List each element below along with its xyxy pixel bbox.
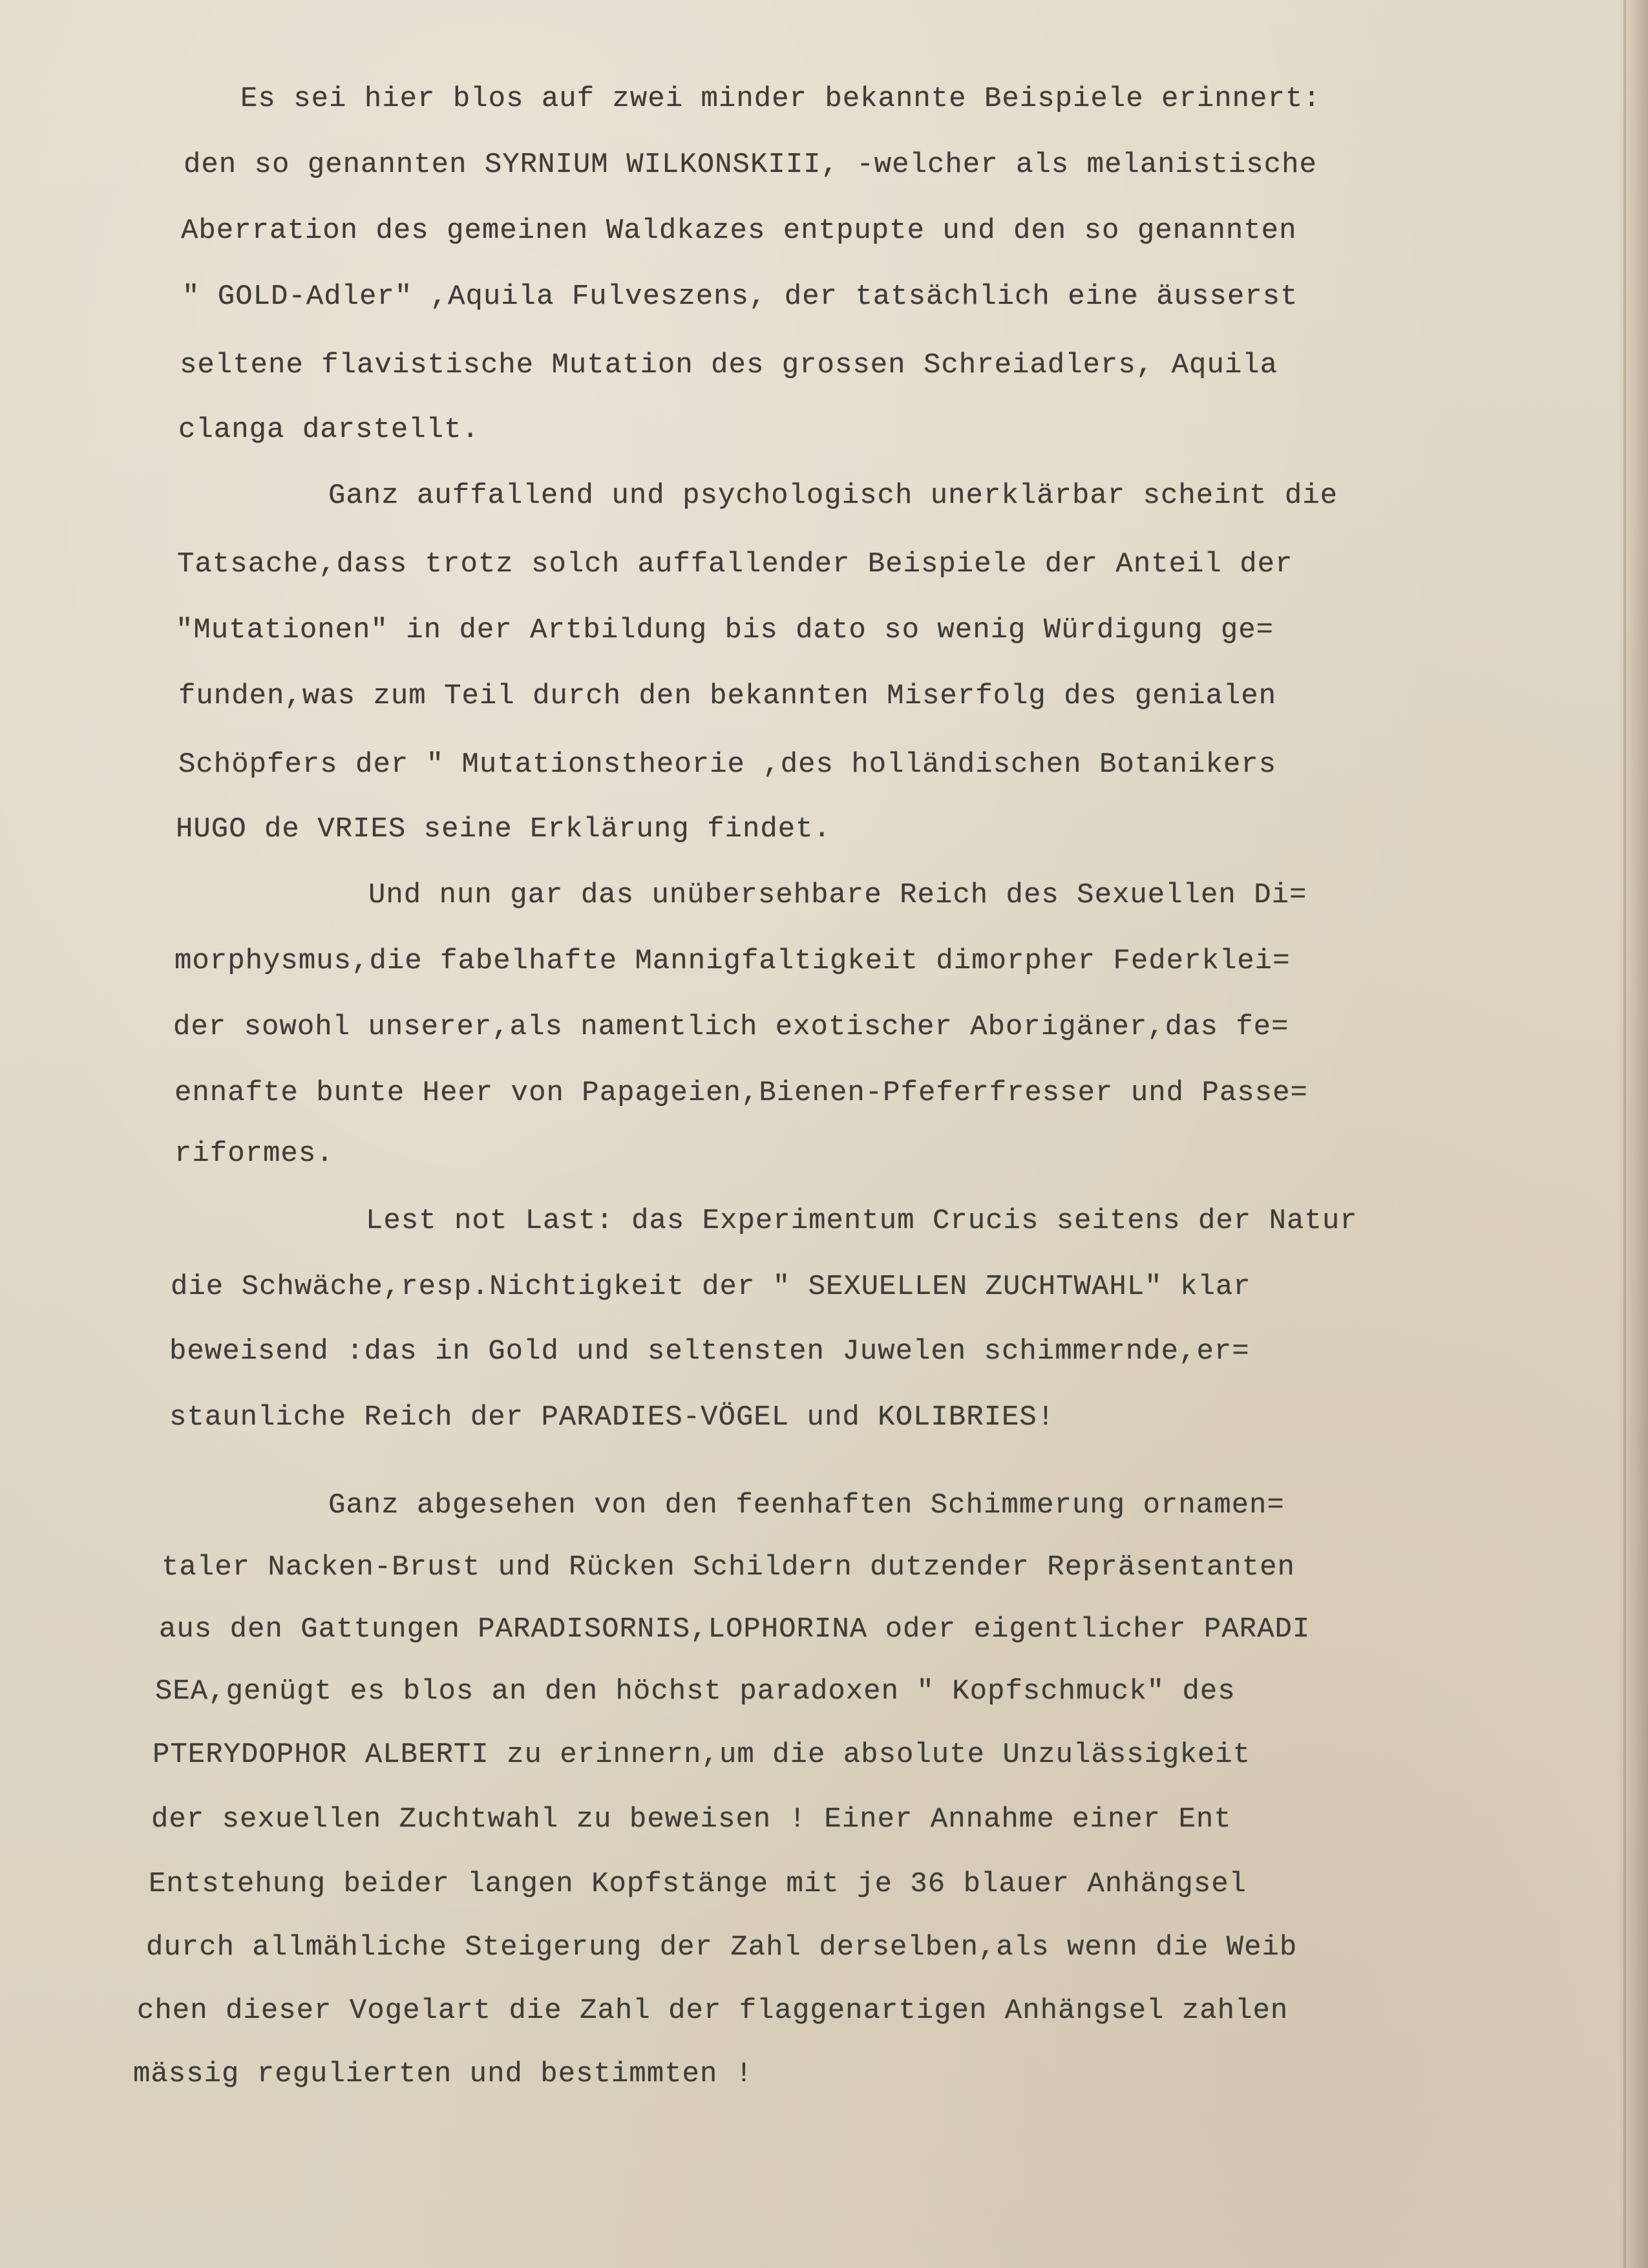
text-line: staunliche Reich der PARADIES-VÖGEL und KOLIBRIES! <box>169 1401 1055 1434</box>
text-line: "Mutationen" in der Artbildung bis dato so wenig Würdigung ge= <box>176 614 1274 646</box>
text-line: morphysmus,die fabelhafte Mannigfaltigkeit dimorpher Federklei= <box>174 945 1291 977</box>
text-line: Schöpfers der " Mutationstheorie ,des holländischen Botanikers <box>178 748 1277 781</box>
text-line: den so genannten SYRNIUM WILKONSKIII, -welcher als melanistische <box>184 149 1317 181</box>
page-edge-line <box>1623 0 1626 2268</box>
text-line: Lest not Last: das Experimentum Crucis seitens der Natur <box>366 1205 1358 1237</box>
text-line: mässig regulierten und bestimmten ! <box>133 2058 754 2090</box>
text-line: Entstehung beider langen Kopfstänge mit je 36 blauer Anhängsel <box>149 1868 1247 1900</box>
text-line: ennafte bunte Heer von Papageien,Bienen-Pfeferfresser und Passe= <box>174 1077 1308 1109</box>
text-line: die Schwäche,resp.Nichtigkeit der " SEXUELLEN ZUCHTWAHL" klar <box>171 1271 1251 1303</box>
text-line: SEA,genügt es blos an den höchst paradoxen " Kopfschmuck" des <box>155 1675 1236 1708</box>
text-line: chen dieser Vogelart die Zahl der flaggenartigen Anhängsel zahlen <box>137 1995 1289 2027</box>
text-line: " GOLD-Adler" ,Aquila Fulveszens, der tatsächlich eine äusserst <box>182 281 1298 313</box>
text-line: Und nun gar das unübersehbare Reich des Sexuellen Di= <box>368 879 1307 911</box>
text-line: Ganz abgesehen von den feenhaften Schimmerung ornamen= <box>328 1489 1285 1521</box>
text-line: funden,was zum Teil durch den bekannten Miserfolg des genialen <box>178 680 1277 712</box>
text-line: der sowohl unserer,als namentlich exotischer Aborigäner,das fe= <box>173 1011 1289 1043</box>
page-edge-shadow <box>1617 0 1648 2268</box>
text-line: Aberration des gemeinen Waldkazes entpupte und den so genannten <box>181 215 1297 247</box>
text-line: der sexuellen Zuchtwahl zu beweisen ! Einer Annahme einer Ent <box>151 1803 1232 1836</box>
text-line: aus den Gattungen PARADISORNIS,LOPHORINA oder eigentlicher PARADI <box>159 1613 1311 1646</box>
text-line: PTERYDOPHOR ALBERTI zu erinnern,um die absolute Unzulässigkeit <box>153 1739 1251 1771</box>
text-line: seltene flavistische Mutation des grossen Schreiadlers, Aquila <box>180 349 1278 381</box>
text-line: taler Nacken-Brust und Rücken Schildern dutzender Repräsentanten <box>162 1551 1295 1584</box>
text-line: clanga darstellt. <box>178 414 480 446</box>
text-line: HUGO de VRIES seine Erklärung findet. <box>176 813 831 845</box>
text-line: Tatsache,dass trotz solch auffallender Beispiele der Anteil der <box>177 548 1293 580</box>
text-line: Ganz auffallend und psychologisch unerklärbar scheint die <box>328 480 1338 512</box>
text-line: riformes. <box>174 1138 334 1170</box>
text-line: Es sei hier blos auf zwei minder bekannte Beispiele erinnert: <box>240 83 1321 115</box>
text-line: durch allmähliche Steigerung der Zahl derselben,als wenn die Weib <box>146 1931 1298 1964</box>
text-line: beweisend :das in Gold und seltensten Juwelen schimmernde,er= <box>169 1335 1250 1368</box>
